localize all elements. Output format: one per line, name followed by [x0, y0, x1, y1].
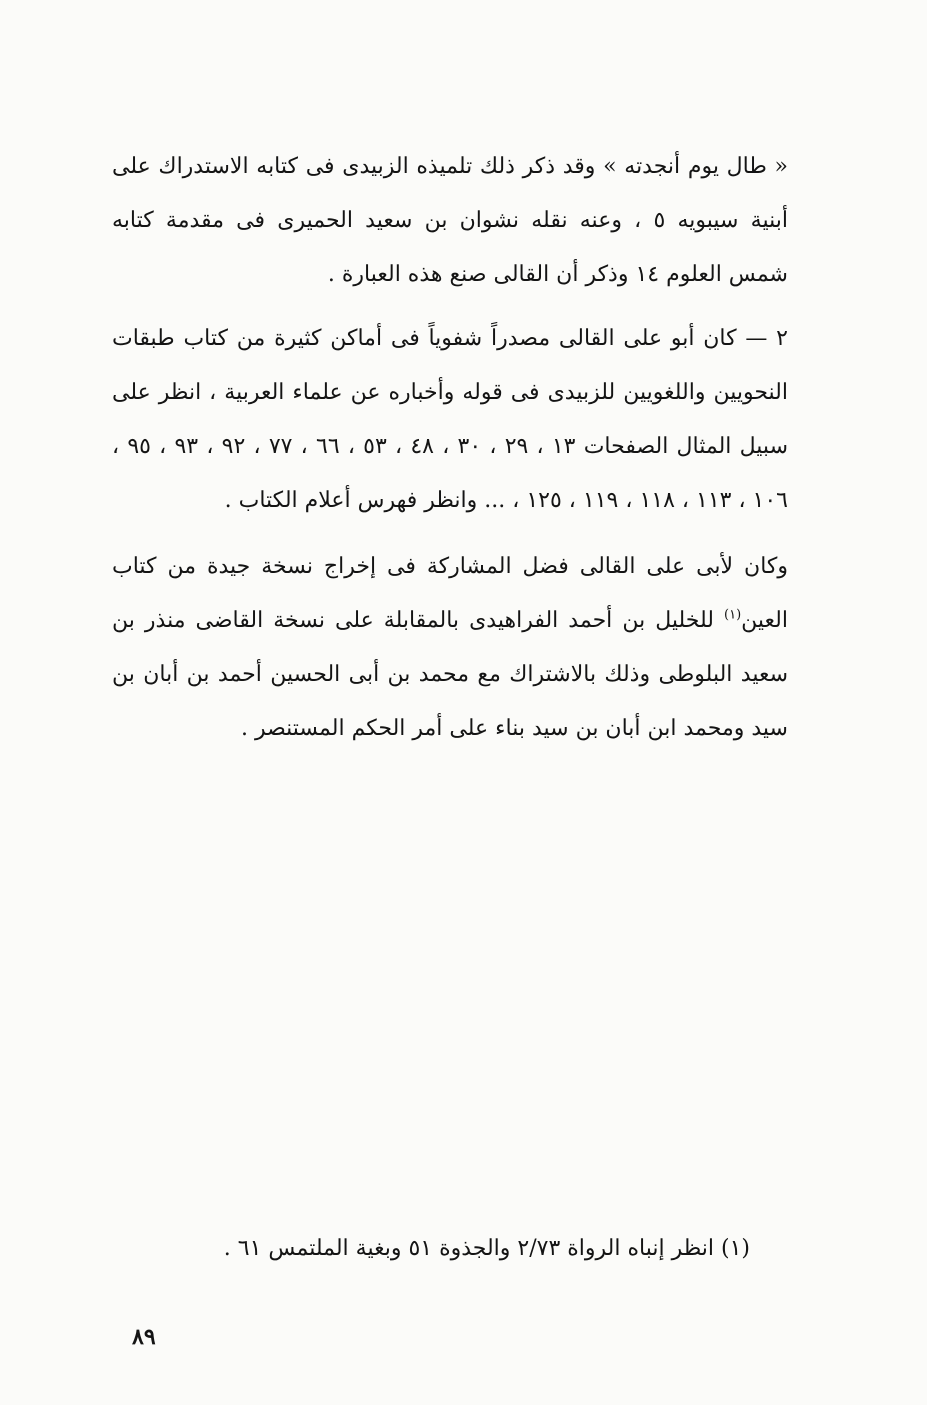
paragraph-2: ٢ — كان أبو على القالى مصدراً شفوياً فى أماكن كثيرة من كتاب طبقات النحويين واللغويين للزبيدى فى قوله وأخباره عن علماء العربية ، انظر على سبيل المثال الصفحات ١٣ ، ٢٩ ، ٣٠ ، ٤٨ ، ٥٣ ، ٦٦ ، ٧٧ ، ٩٢ ، ٩٣ ، ٩٥ ، ١٠٦ ، ١١٣ ، ١١٨ ، ١١٩ ، ١٢٥ ، ... وانظر فهرس أعلام الكتاب .: [112, 326, 789, 513]
paragraph-3-end: للخليل بن أحمد الفراهيدى بالمقابلة على نسخة القاضى منذر بن سعيد البلوطى وذلك بالاشتراك مع محمد بن أبى الحسين أحمد بن أبان بن سيد ومحمد ابن أبان بن سيد بناء على أمر الحكم المستنصر .: [112, 608, 788, 741]
paragraph-1: « طال يوم أنجدته » وقد ذكر ذلك تلميذه الزبيدى فى كتابه الاستدراك على أبنية سيبويه ٥ ، وعنه نقله نشوان بن سعيد الحميرى فى مقدمة كتابه شمس العلوم ١٤ وذكر أن القالى صنع هذه العبارة .: [112, 154, 788, 287]
paragraph-3-start: وكان لأبى على القالى فضل المشاركة فى إخراج نسخة جيدة من كتاب العين: [112, 554, 788, 633]
paragraph-3: [112, 540, 788, 756]
footnote: (١) انظر إنباه الرواة ٢/٧٣ والجذوة ٥١ وبغية الملتمس ٦١ .: [223, 1236, 750, 1261]
footnote-marker: (١): [724, 607, 742, 623]
page-number: ٨٩: [132, 1324, 156, 1350]
